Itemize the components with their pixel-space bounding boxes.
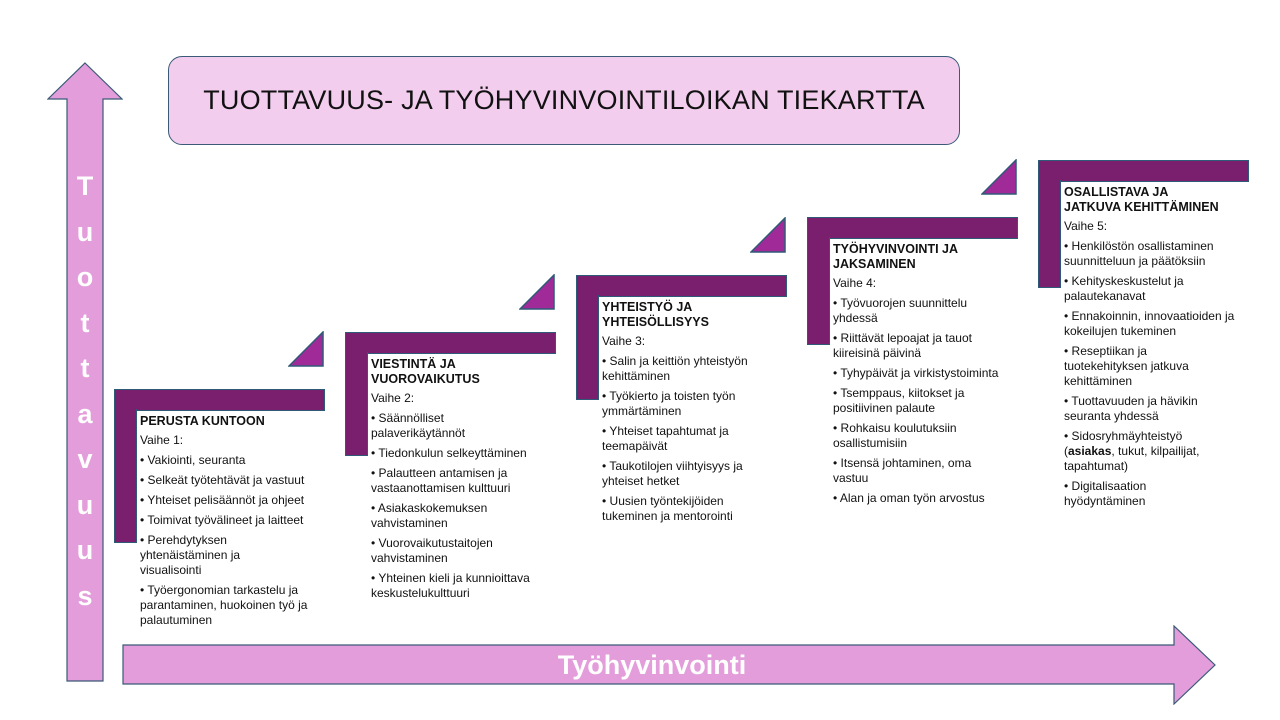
page-title: TUOTTAVUUS- JA TYÖHYVINVOINTILOIKAN TIEKARTTA <box>203 85 925 115</box>
step-item: • Tiedonkulun selkeyttäminen <box>371 446 527 460</box>
step-phase: Vaihe 1: <box>140 433 184 447</box>
axis-letter: t <box>80 353 90 383</box>
step-5-frame-left <box>1038 180 1061 288</box>
axis-letter: T <box>76 171 94 201</box>
step-item: • Rohkaisu koulutuksiin osallistumisiin <box>833 421 957 450</box>
step-item: • Tuottavuuden ja hävikin seuranta yhdessä <box>1064 394 1198 423</box>
step-item: • Toimivat työvälineet ja laitteet <box>140 513 304 527</box>
step-item: • Vuorovaikutustaitojen vahvistaminen <box>371 536 493 565</box>
step-phase: Vaihe 2: <box>371 391 415 405</box>
step-3-frame-top <box>576 275 787 297</box>
step-item: • Selkeät työtehtävät ja vastuut <box>140 473 305 487</box>
step-item: • Yhteinen kieli ja kunnioittava keskustelukulttuuri <box>371 571 530 600</box>
step-2-frame-left <box>345 352 368 456</box>
step-item: • Yhteiset pelisäännöt ja ohjeet <box>140 493 305 507</box>
vertical-axis-label <box>66 164 104 619</box>
axis-letter: s <box>77 580 93 611</box>
item-suffix: , tukut, kilpailijat, tapahtumat) <box>1064 444 1200 473</box>
step-item: • Digitalisaation hyödyntäminen <box>1064 479 1147 508</box>
step-item: • Henkilöstön osallistaminen suunnitteluun ja päätöksiin <box>1064 239 1214 268</box>
step-2-content <box>371 357 559 606</box>
axis-letter: o <box>76 262 94 292</box>
item-prefix: • Sidosryhmäyhteistyö ( <box>1064 429 1183 458</box>
step-item: • Kehityskeskustelut ja palautekanavat <box>1064 274 1184 303</box>
title-box <box>168 56 960 145</box>
step-3-triangle-icon <box>750 217 786 253</box>
axis-letter: u <box>76 489 94 520</box>
step-1-content <box>140 414 328 633</box>
step-heading: VIESTINTÄ JA VUOROVAIKUTUS <box>371 357 480 386</box>
horizontal-axis-label: Työhyvinvointi <box>557 650 747 680</box>
step-1-frame-left <box>114 409 137 543</box>
step-item: • Säännölliset palaverikäytännöt <box>371 411 466 440</box>
step-phase: Vaihe 4: <box>833 276 877 290</box>
step-phase: Vaihe 3: <box>602 334 646 348</box>
step-item: • Työkierto ja toisten työn ymmärtäminen <box>602 389 736 418</box>
axis-letter: u <box>76 216 94 247</box>
step-item: • Alan ja oman työn arvostus <box>833 491 985 505</box>
step-3-frame-left <box>576 295 599 400</box>
step-4-frame-left <box>807 237 830 345</box>
axis-letter: v <box>77 444 93 474</box>
step-item: • Ennakoinnin, innovaatioiden ja kokeilujen tukeminen <box>1064 309 1235 338</box>
step-5-frame-top <box>1038 160 1249 182</box>
axis-letter: t <box>80 307 90 338</box>
step-5-content <box>1064 185 1244 514</box>
step-2-triangle-icon <box>519 274 555 310</box>
step-item: • Riittävät lepoajat ja tauot kiireisinä päivinä <box>833 331 972 360</box>
step-4-content <box>833 242 1021 511</box>
step-item: • Taukotilojen viihtyisyys ja yhteiset hetket <box>602 459 743 488</box>
step-4-triangle-icon <box>981 159 1017 195</box>
step-item: • Palautteen antamisen ja vastaanottamisen kulttuuri <box>371 466 511 495</box>
step-item: • Yhteiset tapahtumat ja teemapäivät <box>602 424 729 453</box>
step-item: • Vakiointi, seuranta <box>140 453 246 467</box>
step-item: • Työvuorojen suunnittelu yhdessä <box>833 296 968 325</box>
step-heading: OSALLISTAVA JA JATKUVA KEHITTÄMINEN <box>1064 185 1219 214</box>
step-heading: YHTEISTYÖ JA YHTEISÖLLISYYS <box>602 300 709 329</box>
step-heading: PERUSTA KUNTOON <box>140 414 265 428</box>
step-phase: Vaihe 5: <box>1064 219 1108 233</box>
step-item: • Tyhypäivät ja virkistystoiminta <box>833 366 999 380</box>
step-2-frame-top <box>345 332 556 354</box>
axis-letter: u <box>76 535 94 565</box>
step-heading: TYÖHYVINVOINTI JA JAKSAMINEN <box>833 242 958 271</box>
step-item: • Reseptiikan ja tuotekehityksen jatkuva kehittäminen <box>1064 344 1189 388</box>
step-item: • Uusien työntekijöiden tukeminen ja mentorointi <box>602 494 733 523</box>
step-1-triangle-icon <box>288 331 324 367</box>
step-item: • Tsemppaus, kiitokset ja positiivinen palaute <box>833 386 965 415</box>
step-item: • Työergonomian tarkastelu ja parantaminen, huokoinen työ ja palautuminen <box>140 583 308 627</box>
item-bold-word: asiakas <box>1068 444 1112 458</box>
step-3-content <box>602 300 778 529</box>
axis-letter: a <box>77 398 93 429</box>
step-item: • Perehdytyksen yhtenäistäminen ja visualisointi <box>140 533 241 577</box>
step-item: • Itsensä johtaminen, oma vastuu <box>833 456 972 485</box>
step-4-frame-top <box>807 217 1018 239</box>
step-item: • Salin ja keittiön yhteistyön kehittäminen <box>602 354 748 383</box>
step-1-frame-top <box>114 389 325 411</box>
step-item: • Asiakaskokemuksen vahvistaminen <box>371 501 488 530</box>
step-item-stakeholders <box>1064 429 1224 474</box>
